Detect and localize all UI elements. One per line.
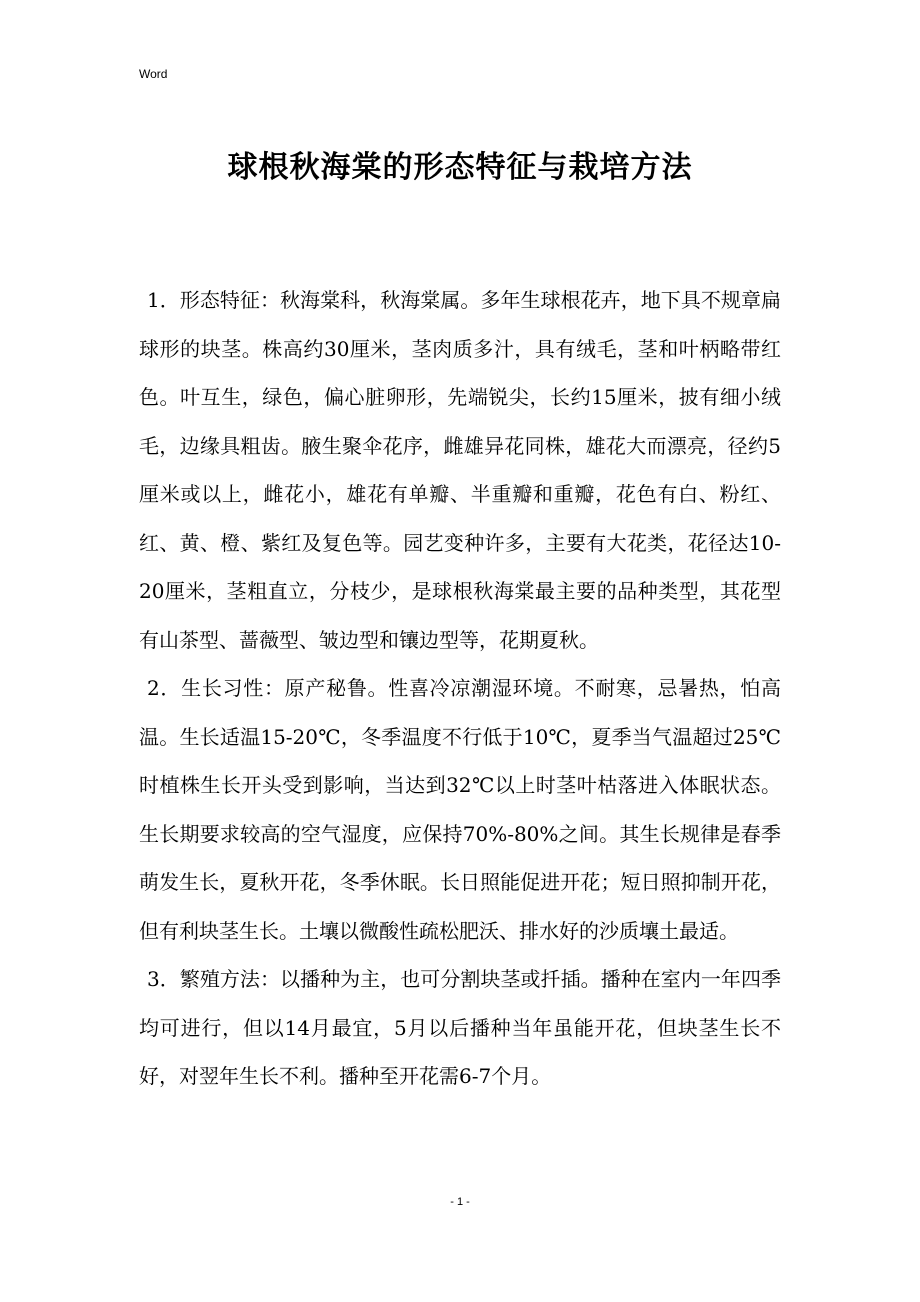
header-label: Word [139,67,168,81]
document-title: 球根秋海棠的形态特征与栽培方法 [227,150,693,185]
paragraph-growth-habits: 2．生长习性：原产秘鲁。性喜冷凉潮湿环境。不耐寒，忌暑热，怕高温。生长适温15-20℃，冬季温度不行低于10℃，夏季当气温超过25℃时植株生长开头受到影响，当达到32℃以上时茎叶枯落进入体眠状态。生长期要求较高的空气湿度，应保持70%-80%之间。其生长规律是春季萌发生长，夏秋开花，冬季休眠。长日照能促进开花；短日照抑制开花，但有利块茎生长。土壤以微酸性疏松肥沃、排水好的沙质壤土最适。 [139,676,781,943]
paragraph-morphology: 1．形态特征：秋海棠科，秋海棠属。多年生球根花卉，地下具不规章扁球形的块茎。株高约30厘米，茎肉质多汁，具有绒毛，茎和叶柄略带红色。叶互生，绿色，偏心脏卵形，先端锐尖，长约15厘米，披有细小绒毛，边缘具粗齿。腋生聚伞花序，雌雄异花同株，雄花大而漂亮，径约5厘米或以上，雌花小，雄花有单瓣、半重瓣和重瓣，花色有白、粉红、红、黄、橙、紫红及复色等。园艺变种许多，主要有大花类，花径达10-20厘米，茎粗直立，分枝少，是球根秋海棠最主要的品种类型，其花型有山茶型、蔷薇型、皱边型和镶边型等，花期夏秋。 [139,288,781,652]
document-body [139,276,781,1101]
page-number: - 1 - [450,1196,470,1208]
paragraph-propagation: 3．繁殖方法：以播种为主，也可分割块茎或扦插。播种在室内一年四季均可进行，但以14月最宜，5月以后播种当年虽能开花，但块茎生长不好，对翌年生长不利。播种至开花需6-7个月。 [139,967,781,1088]
